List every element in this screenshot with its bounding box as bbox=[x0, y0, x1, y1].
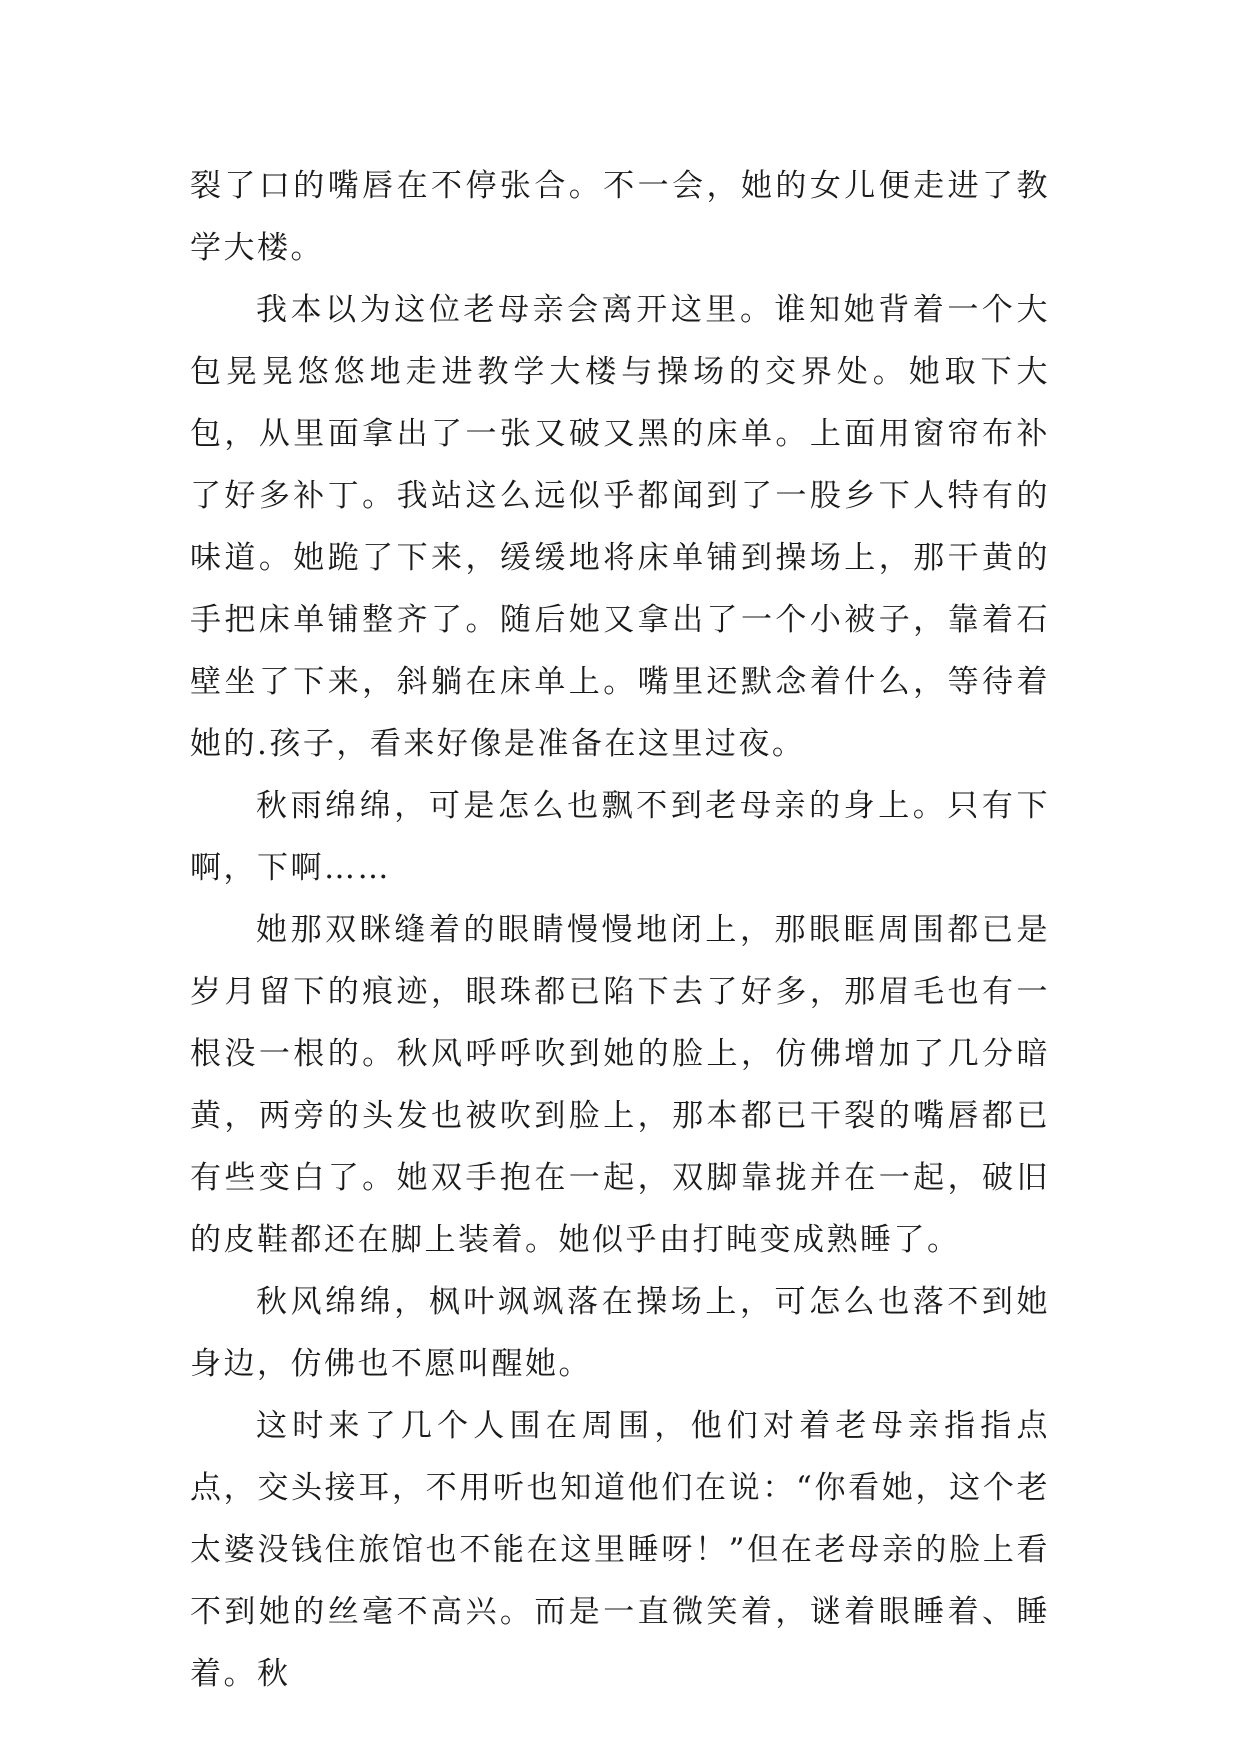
paragraph-2: 我本以为这位老母亲会离开这里。谁知她背着一个大包晃晃悠悠地走进教学大楼与操场的交界处。她取下大包，从里面拿出了一张又破又黑的床单。上面用窗帘布补了好多补丁。我站这么远似乎都闻到了一股乡下人特有的味道。她跪了下来，缓缓地将床单铺到操场上，那干黄的手把床单铺整齐了。随后她又拿出了一个小被子，靠着石壁坐了下来，斜躺在床单上。嘴里还默念着什么，等待着她的.孩子，看来好像是准备在这里过夜。 bbox=[190, 292, 1050, 762]
paragraph-6: 这时来了几个人围在周围，他们对着老母亲指指点点，交头接耳，不用听也知道他们在说：“你看她，这个老太婆没钱住旅馆也不能在这里睡呀！”但在老母亲的脸上看不到她的丝毫不高兴。而是一直微笑着，谜着眼睡着、睡着。秋 bbox=[190, 1408, 1050, 1692]
body-text bbox=[190, 155, 1050, 1705]
paragraph-1: 裂了口的嘴唇在不停张合。不一会，她的女儿便走进了教学大楼。 bbox=[190, 168, 1050, 266]
paragraph-3: 秋雨绵绵，可是怎么也飘不到老母亲的身上。只有下啊，下啊…… bbox=[190, 788, 1050, 886]
paragraph-5: 秋风绵绵，枫叶飒飒落在操场上，可怎么也落不到她身边，仿佛也不愿叫醒她。 bbox=[190, 1284, 1050, 1382]
paragraph-4: 她那双眯缝着的眼睛慢慢地闭上，那眼眶周围都已是岁月留下的痕迹，眼珠都已陷下去了好多，那眉毛也有一根没一根的。秋风呼呼吹到她的脸上，仿佛增加了几分暗黄，两旁的头发也被吹到脸上，那本都已干裂的嘴唇都已有些变白了。她双手抱在一起，双脚靠拢并在一起，破旧的皮鞋都还在脚上装着。她似乎由打盹变成熟睡了。 bbox=[190, 912, 1050, 1258]
